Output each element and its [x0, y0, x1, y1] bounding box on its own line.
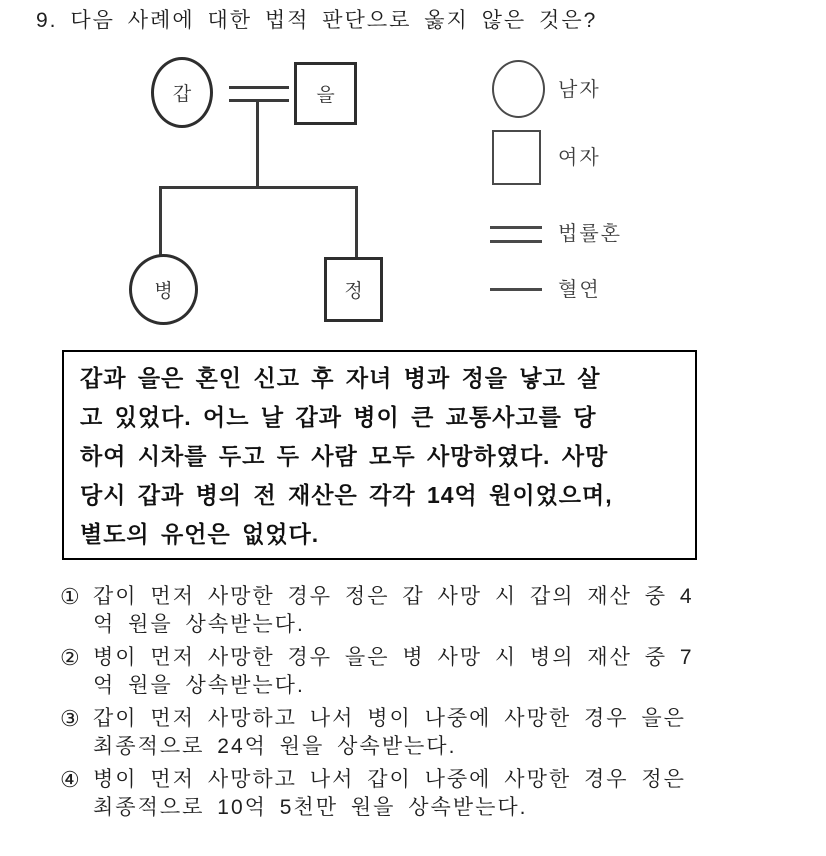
choice-1 — [60, 583, 806, 639]
case-line: 갑과 을은 혼인 신고 후 자녀 병과 정을 낳고 살 — [80, 365, 601, 391]
case-line: 고 있었다. 어느 날 갑과 병이 큰 교통사고를 당 — [80, 404, 597, 430]
choice-2 — [60, 644, 806, 700]
node-eul-square — [294, 62, 357, 125]
legend-male-label: 남자 — [558, 79, 601, 101]
choice-3-text: 갑이 먼저 사망하고 나서 병이 나중에 사망한 경우 을은 최종적으로 24억 원을 상속받는다. — [93, 707, 686, 758]
choice-2-number: ② — [60, 645, 80, 670]
choice-2-text: 병이 먼저 사망한 경우 을은 병 사망 시 병의 재산 중 7 억 원을 상속받는다. — [93, 646, 694, 697]
family-diagram — [0, 0, 826, 345]
choice-4-text: 병이 먼저 사망하고 나서 갑이 나중에 사망한 경우 정은 최종적으로 10억 5천만 원을 상속받는다. — [93, 768, 686, 819]
legend-female-label: 여자 — [558, 147, 601, 169]
jeong-drop-line — [355, 186, 358, 258]
legend-legal-marriage-symbol — [490, 226, 542, 243]
choice-4 — [60, 766, 806, 822]
case-line: 별도의 유언은 없었다. — [80, 521, 320, 547]
case-line: 당시 갑과 병의 전 재산은 각각 14억 원이었으며, — [80, 482, 613, 508]
legend-male-circle-symbol — [492, 60, 545, 118]
marriage-double-line — [229, 86, 289, 102]
legend-blood-relation-symbol — [490, 288, 542, 291]
node-gap-label: 갑 — [172, 84, 192, 105]
legend-female-square-symbol — [492, 130, 541, 185]
choice-1-text: 갑이 먼저 사망한 경우 정은 갑 사망 시 갑의 재산 중 4 억 원을 상속받는다. — [93, 585, 694, 636]
case-box — [62, 350, 697, 560]
choice-1-number: ① — [60, 584, 80, 609]
choice-3-number: ③ — [60, 706, 80, 731]
node-jeong-label: 정 — [344, 281, 363, 302]
node-byeong-label: 병 — [154, 281, 173, 302]
question-title: 9. 다음 사례에 대한 법적 판단으로 옳지 않은 것은? — [36, 9, 598, 32]
choice-4-number: ④ — [60, 767, 80, 792]
legend-legal-marriage-label: 법률혼 — [558, 223, 622, 245]
descent-line — [256, 99, 259, 188]
choice-3 — [60, 705, 806, 761]
legend-blood-relation-label: 혈연 — [558, 279, 601, 301]
byeong-drop-line — [159, 186, 162, 255]
sibling-line — [159, 186, 358, 189]
node-gap-circle — [151, 57, 213, 128]
node-jeong-square — [324, 257, 383, 322]
node-byeong-circle — [129, 254, 198, 325]
answer-choices — [60, 583, 806, 827]
case-line: 하여 시차를 두고 두 사람 모두 사망하였다. 사망 — [80, 443, 609, 469]
node-eul-label: 을 — [316, 85, 335, 106]
